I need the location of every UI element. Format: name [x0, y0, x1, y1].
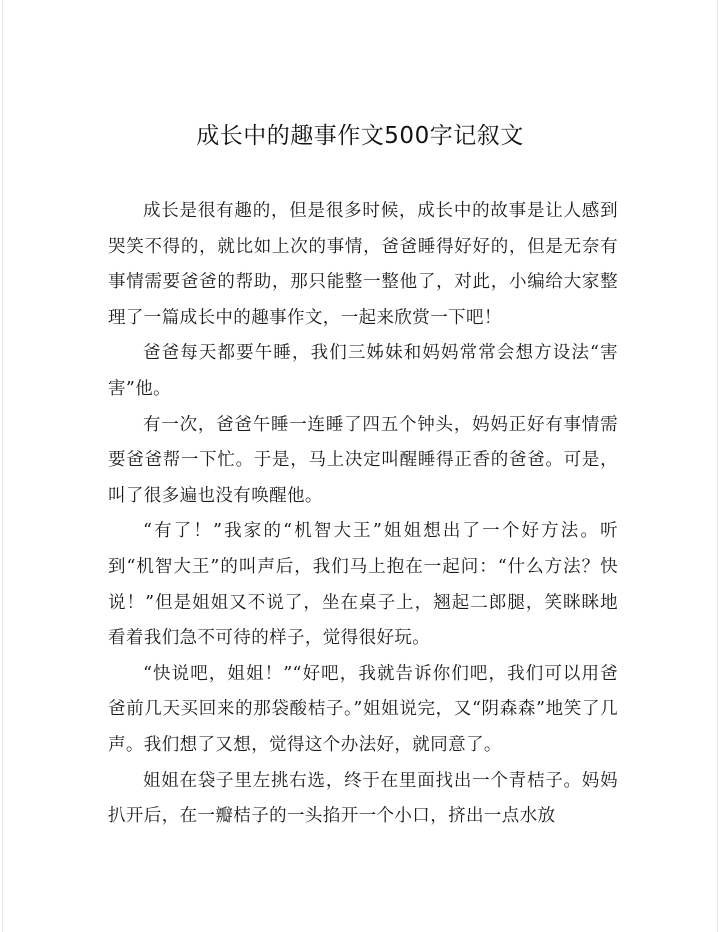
paragraph: 姐姐在袋子里左挑右选，终于在里面找出一个青桔子。妈妈扒开后，在一瓣桔子的一头掐开一个小口，挤出一点水放 — [108, 770, 618, 827]
paragraph: 有一次，爸爸午睡一连睡了四五个钟头，妈妈正好有事情需要爸爸帮一下忙。于是，马上决定叫醒睡得正香的爸爸。可是，叫了很多遍也没有唤醒他。 — [108, 414, 618, 506]
paragraph: “快说吧，姐姐！”“好吧，我就告诉你们吧，我们可以用爸爸前几天买回来的那袋酸桔子。”姐姐说完，又“阴森森”地笑了几声。我们想了又想，觉得这个办法好，就同意了。 — [108, 663, 618, 755]
paragraph: 成长是很有趣的，但是很多时候，成长中的故事是让人感到哭笑不得的，就比如上次的事情，爸爸睡得好好的，但是无奈有事情需要爸爸的帮助，那只能整一整他了，对此，小编给大家整理了一篇成长中的趣事作文，一起来欣赏一下吧！ — [108, 201, 618, 328]
paragraph: “有了！”我家的“机智大王”姐姐想出了一个好方法。听到“机智大王”的叫声后，我们马上抱在一起问：“什么方法？快说！”但是姐姐又不说了，坐在桌子上，翘起二郎腿，笑眯眯地看着我们急不可待的样子，觉得很好玩。 — [108, 521, 618, 649]
paragraph: 爸爸每天都要午睡，我们三姊妹和妈妈常常会想方设法“害害”他。 — [108, 343, 618, 399]
document-title: 成长中的趣事作文500字记叙文 — [196, 123, 524, 149]
document-body — [108, 194, 618, 835]
